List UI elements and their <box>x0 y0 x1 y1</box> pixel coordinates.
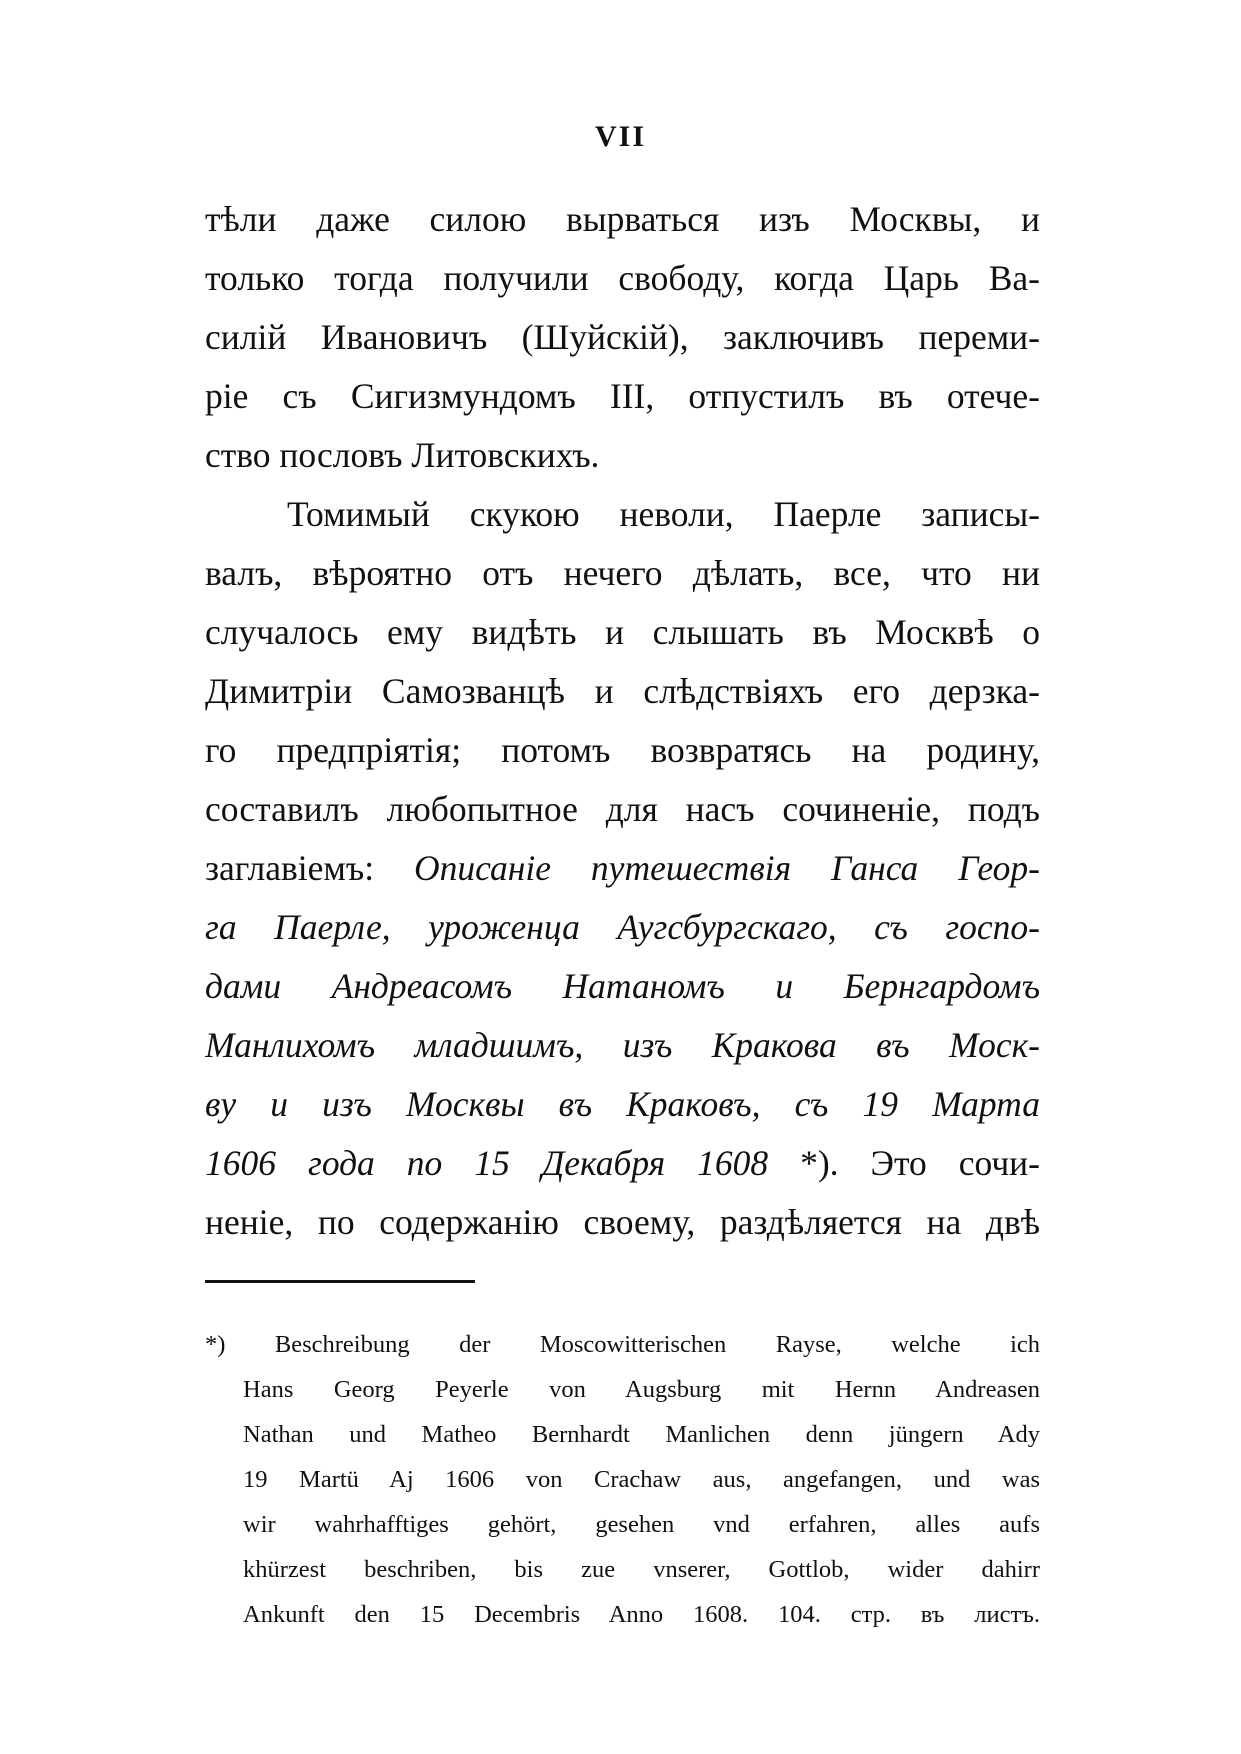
body-line: Димитріи Самозванцѣ и слѣдствіяхъ его дерзка- <box>205 671 1040 711</box>
footnote-line: wir wahrhafftiges gehört, gesehen vnd erfahren, alles aufs <box>243 1511 1040 1538</box>
footnote-separator-rule <box>205 1280 475 1283</box>
body-line: ство пословъ Литовскихъ. <box>205 435 600 475</box>
body-line: силій Ивановичъ (Шуйскій), заключивъ переми- <box>205 317 1040 357</box>
footnote-line: Hans Georg Peyerle von Augsburg mit Hernn Andreasen <box>243 1376 1040 1403</box>
page-number: VII <box>594 120 646 153</box>
body-line: валъ, вѣроятно отъ нечего дѣлать, все, что ни <box>205 553 1040 593</box>
body-line: го предпріятія; потомъ возвратясь на родину, <box>205 730 1040 770</box>
body-line: неніе, по содержанію своему, раздѣляется на двѣ <box>205 1202 1040 1242</box>
book-title-italic: Описаніе путешествія Ганса Геор- <box>414 848 1040 888</box>
book-title-italic: ву и изъ Москвы въ Краковъ, съ 19 Марта <box>205 1084 1040 1124</box>
body-line <box>205 839 1040 898</box>
body-line: Томимый скукою неволи, Паерле записы- <box>287 494 1040 534</box>
footnote-line: 19 Martü Aj 1606 von Crachaw aus, angefangen, und was <box>243 1466 1040 1493</box>
book-title-italic: дами Андреасомъ Натаномъ и Бернгардомъ <box>205 966 1040 1006</box>
footnote-line: khürzest beschriben, bis zue vnserer, Gottlob, wider dahirr <box>243 1556 1040 1583</box>
book-title-italic: Манлихомъ младшимъ, изъ Кракова въ Моск- <box>205 1025 1040 1065</box>
body-line: ріе съ Сигизмундомъ III, отпустилъ въ отече- <box>205 376 1040 416</box>
footnote <box>205 1322 1040 1637</box>
body-line <box>205 1134 1040 1193</box>
body-line: составилъ любопытное для насъ сочиненіе, подъ <box>205 789 1040 829</box>
body-line: только тогда получили свободу, когда Царь Ва- <box>205 258 1040 298</box>
book-title-italic: га Паерле, уроженца Аугсбургскаго, съ госпо- <box>205 907 1040 947</box>
book-title-italic: 1606 года по 15 Декабря 1608 <box>205 1143 769 1183</box>
footnote-line: Nathan und Matheo Bernhardt Manlichen denn jüngern Ady <box>243 1421 1040 1448</box>
footnote-line: Ankunft den 15 Decembris Anno 1608. 104. стр. въ листъ. <box>243 1601 1040 1628</box>
footnote-line: *) Beschreibung der Moscowitterischen Rayse, welche ich <box>205 1331 1040 1358</box>
body-line-roman: *). Это сочи- <box>768 1143 1040 1183</box>
body-line: случалось ему видѣть и слышать въ Москвѣ о <box>205 612 1040 652</box>
body-line: тѣли даже силою вырваться изъ Москвы, и <box>205 199 1040 239</box>
body-line-roman: заглавіемъ: <box>205 848 415 888</box>
body-text <box>205 190 1040 1252</box>
